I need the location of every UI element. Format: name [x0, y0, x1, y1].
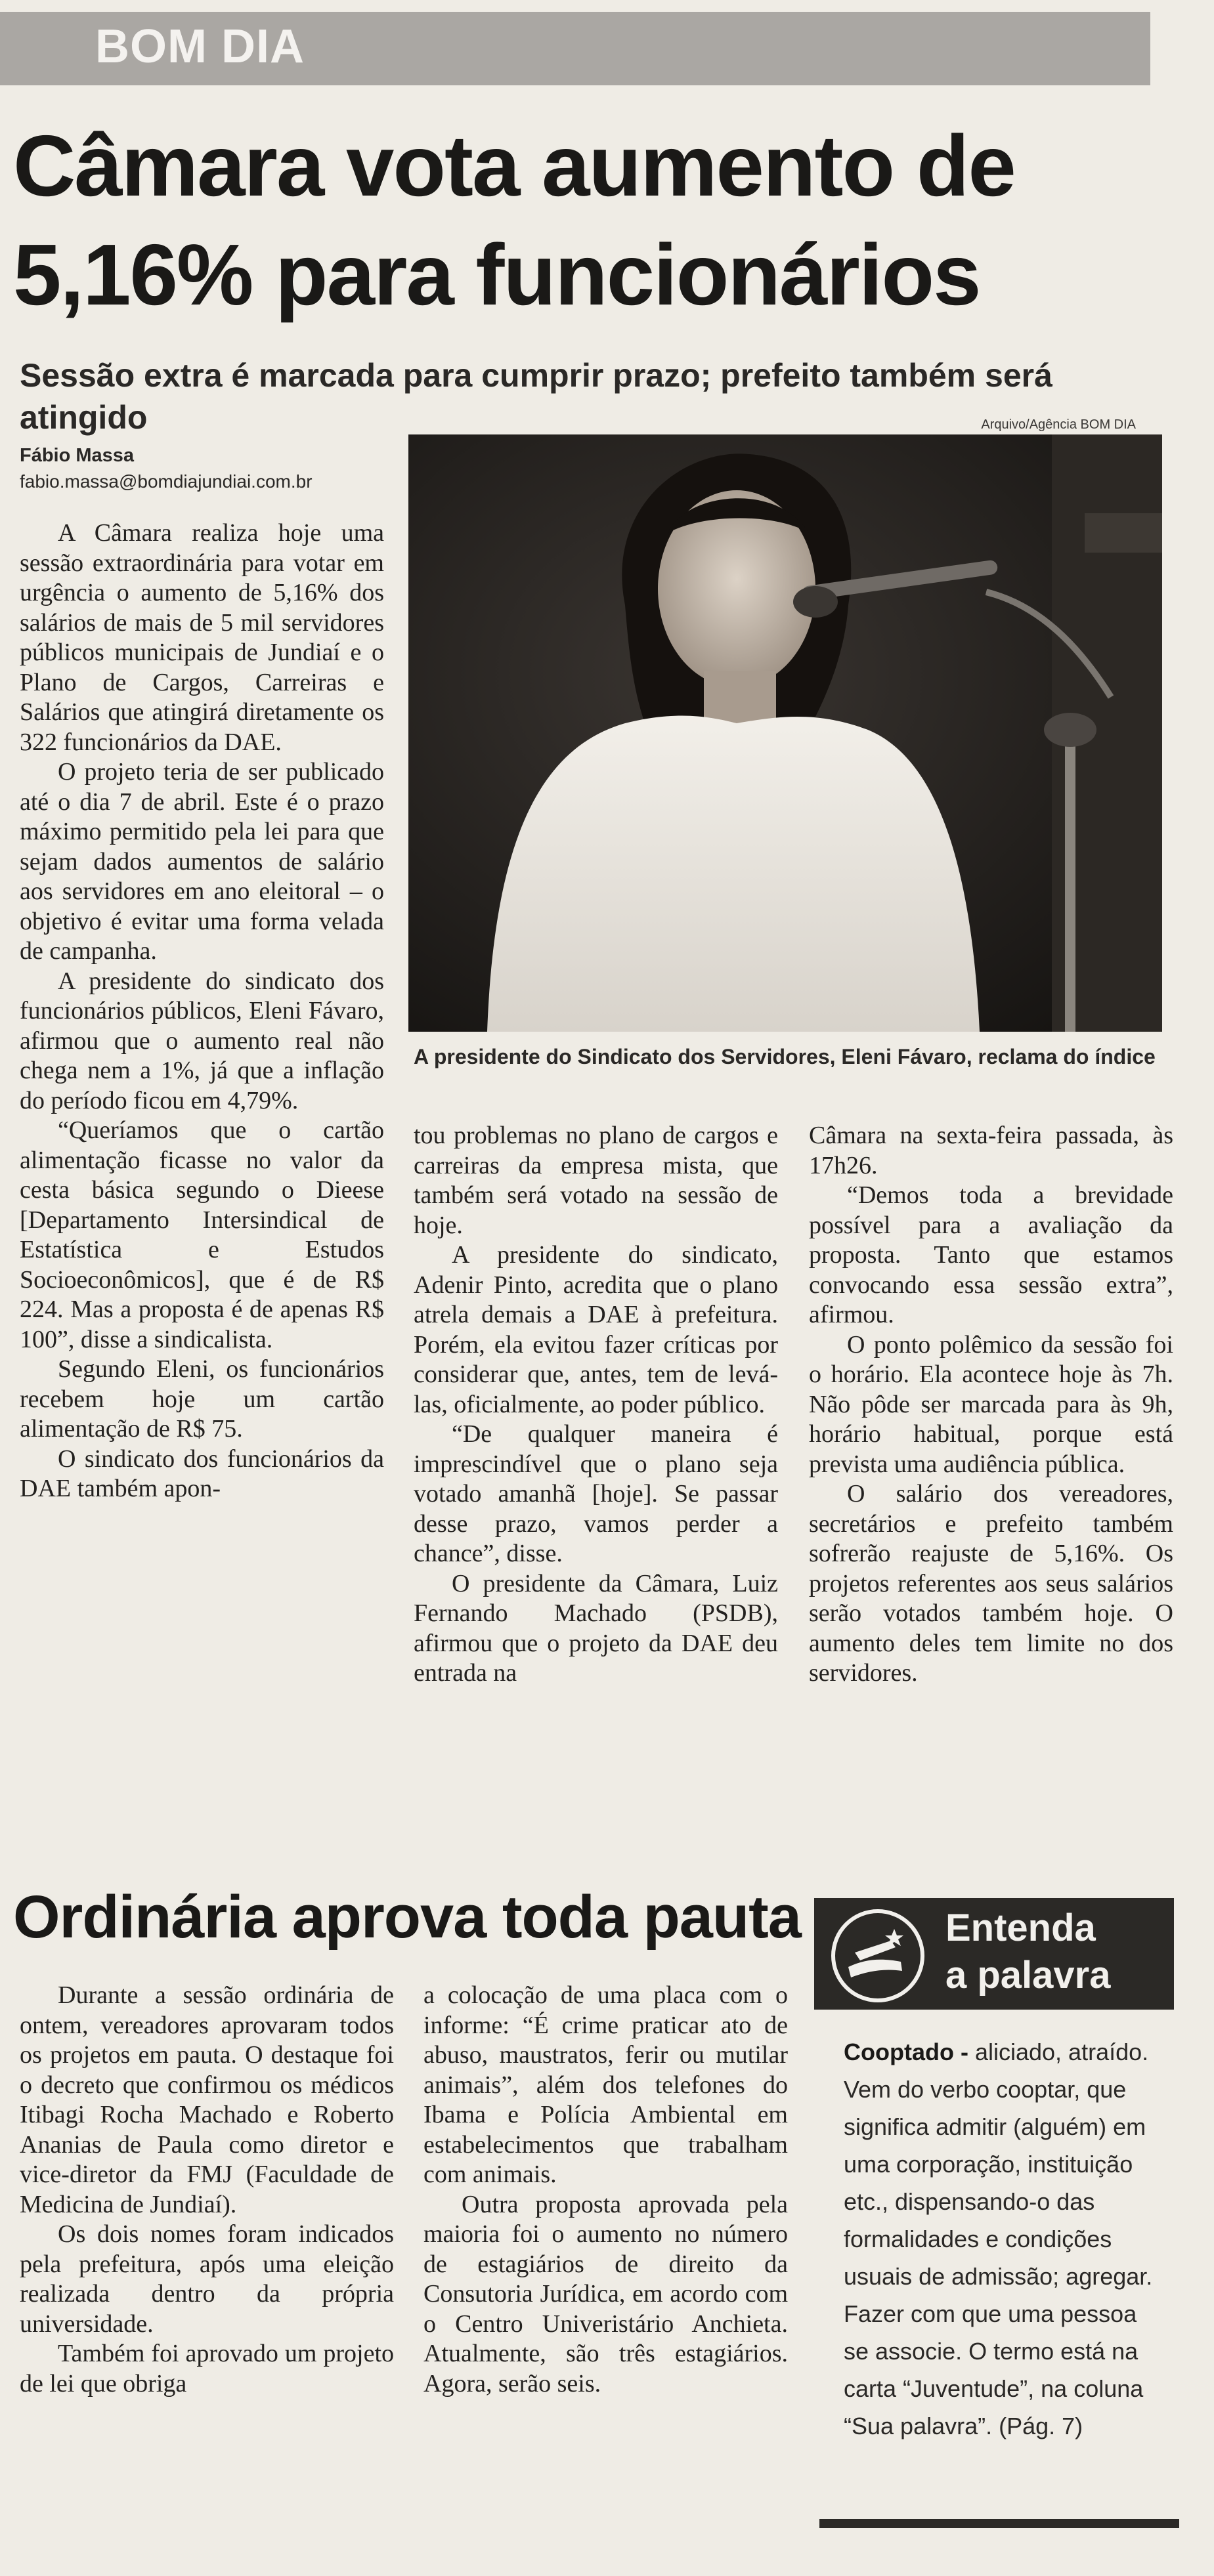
photo-illustration	[408, 434, 1162, 1032]
dictionary-hand-icon	[829, 1907, 927, 2005]
paragraph: A Câmara realiza hoje uma sessão extraordinária para votar em urgência o aumento de 5,16% dos salários de mais de 5 mil servidores públicos municipais de Jundiaí e o Plano de Cargos, Carreiras e Salários que atingirá diretamente os 322 funcionários da DAE.	[20, 519, 384, 756]
photo-credit: Arquivo/Agência BOM DIA	[981, 417, 1136, 432]
glossary-title-line-1: Entenda	[945, 1907, 1096, 1949]
paragraph: O sindicato dos funcionários da DAE também apon-	[20, 1445, 384, 1502]
paragraph: Os dois nomes foram indicados pela prefeitura, após uma eleição realizada dentro da própria universidade.	[20, 2220, 394, 2338]
paragraph: a colocação de uma placa com o informe: “É crime praticar ato de abuso, maustratos, ferir ou mutilar animais”, além dos telefones do Ibama e Polícia Ambiental em estabelecimentos que trabalham com animais.	[423, 1981, 788, 2188]
paragraph: O ponto polêmico da sessão foi o horário. Ela acontece hoje às 7h. Não pôde ser marcada para às 9h, horário habitual, porque está prevista uma audiência pública.	[809, 1330, 1173, 1478]
paragraph: “Demos toda a brevidade possível para a avaliação da proposta. Tanto que estamos convocando essa sessão extra”, afirmou.	[809, 1181, 1173, 1328]
glossary-title	[945, 1905, 1169, 1999]
second-headline: Ordinária aprova toda pauta	[13, 1884, 801, 1951]
glossary-title-line-2: a palavra	[945, 1954, 1111, 1996]
paragraph: “Queríamos que o cartão alimentação ficasse no valor da cesta básica segundo o Dieese [Departamento Intersindical de Estatística e Estudos Socioeconômicos], que é de R$ 224. Mas a proposta é de apenas R$ 100”, disse a sindicalista.	[20, 1116, 384, 1353]
paragraph: O salário dos vereadores, secretários e prefeito também sofrerão reajuste de 5,16%. Os projetos referentes aos seus salários serão votados também hoje. O aumento deles tem limite no dos servidores.	[809, 1480, 1173, 1687]
second-article-column-2	[423, 1981, 788, 2399]
byline-author: Fábio Massa	[20, 445, 135, 466]
headline-line-2: 5,16% para funcionários	[13, 226, 980, 323]
paragraph: “De qualquer maneira é imprescindível que o plano seja votado amanhã [hoje]. Se passar desse prazo, vamos perder a chance”, disse.	[414, 1420, 778, 1567]
paragraph: A presidente do sindicato, Adenir Pinto, acredita que o plano atrela demais a DAE à prefeitura. Porém, ela evitou fazer críticas por considerar que, antes, tem de levá-las, oficialmente, ao poder público.	[414, 1241, 778, 1418]
paragraph: Outra proposta aprovada pela maioria foi o aumento no número de estagiários de direito da Consutoria Jurídica, em acordo com o Centro Univeristário Anchieta. Atualmente, são três estagiários. Agora, serão seis.	[423, 2190, 788, 2397]
byline-email: fabio.massa@bomdiajundiai.com.br	[20, 471, 313, 492]
paragraph: O projeto teria de ser publicado até o dia 7 de abril. Este é o prazo máximo permitido pela lei para que sejam dados aumentos de salário aos servidores em ano eleitoral – o objetivo é evitar uma forma velada de campanha.	[20, 758, 384, 965]
paragraph: Câmara na sexta-feira passada, às 17h26.	[809, 1122, 1173, 1179]
glossary-box-bottom-rule	[819, 2519, 1179, 2528]
subheadline: Sessão extra é marcada para cumprir prazo; prefeito também será atingido	[20, 357, 1052, 436]
paragraph: Segundo Eleni, os funcionários recebem hoje um cartão alimentação de R$ 75.	[20, 1355, 384, 1443]
paragraph: tou problemas no plano de cargos e carreiras da empresa mista, que também será votado na sessão de hoje.	[414, 1122, 778, 1239]
headline	[13, 112, 1156, 329]
paragraph: Também foi aprovado um projeto de lei que obriga	[20, 2340, 394, 2397]
headline-line-1: Câmara vota aumento de	[13, 117, 1015, 214]
photo-caption: A presidente do Sindicato dos Servidores, Eleni Fávaro, reclama do índice	[414, 1045, 1156, 1068]
paragraph: A presidente do sindicato dos funcionários públicos, Eleni Fávaro, afirmou que o aumento real não chega nem a 1%, já que a inflação do período ficou em 4,79%.	[20, 967, 384, 1114]
glossary-body	[844, 2033, 1165, 2445]
glossary-term: Cooptado -	[844, 2038, 968, 2065]
news-photo	[408, 434, 1162, 1032]
second-article-column-1	[20, 1981, 394, 2399]
article-column-3	[809, 1121, 1173, 1689]
glossary-definition: aliciado, atraído. Vem do verbo cooptar, que significa admitir (alguém) em uma corporação, instituição etc., dispensando-o das formalidades e condições usuais de admissão; agregar. Fazer com que uma pessoa se associe. O termo está na carta “Juventude”, na coluna “Sua palavra”. (Pág. 7)	[844, 2038, 1153, 2439]
article-column-2	[414, 1121, 778, 1689]
section-label: BOM DIA	[95, 20, 305, 73]
paragraph: Durante a sessão ordinária de ontem, vereadores aprovaram todos os projetos em pauta. O destaque foi o decreto que confirmou os médicos Itibagi Rocha Machado e Roberto Ananias de Paula como diretor e vice-diretor da FMJ (Faculdade de Medicina de Jundiaí).	[20, 1981, 394, 2218]
paragraph: O presidente da Câmara, Luiz Fernando Machado (PSDB), afirmou que o projeto da DAE deu entrada na	[414, 1569, 778, 1687]
article-column-1	[20, 518, 384, 1504]
